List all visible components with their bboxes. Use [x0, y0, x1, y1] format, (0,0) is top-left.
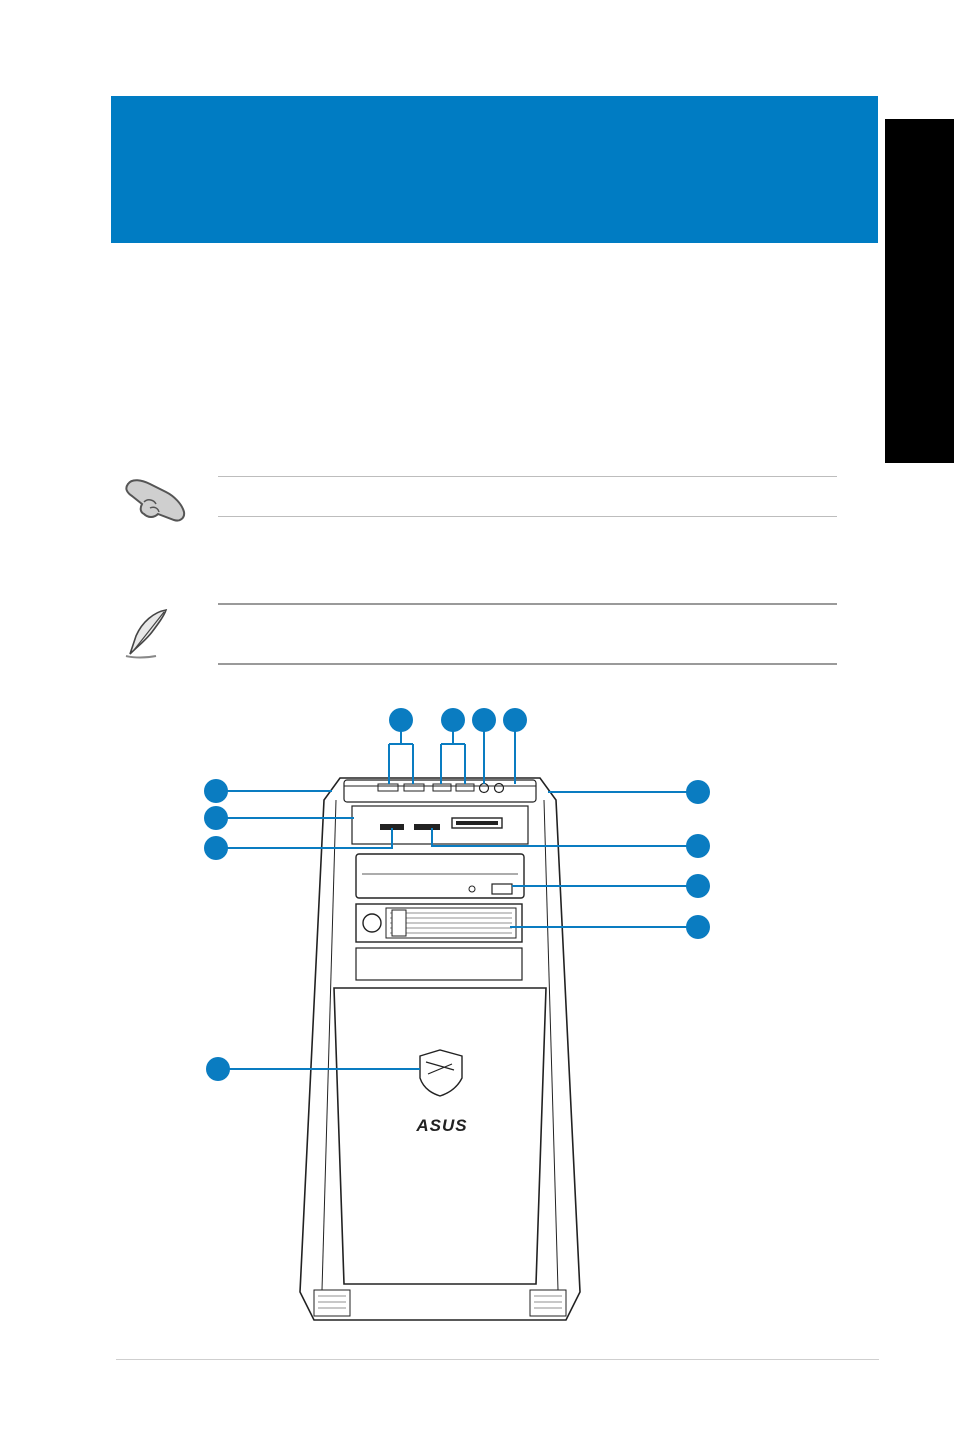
- note-bottom-rule: [218, 663, 837, 665]
- callout-circle: [441, 708, 465, 732]
- front-door: [334, 988, 546, 1284]
- power-button: [363, 914, 381, 932]
- callout-circle: [686, 780, 710, 804]
- optical-drive: [356, 854, 524, 898]
- usb2-port-1: [433, 784, 451, 791]
- footer-rule: [116, 1359, 879, 1360]
- usb3-port-2: [404, 784, 424, 791]
- callout-circle: [503, 708, 527, 732]
- rog-logo: [420, 1050, 462, 1096]
- front-panel-diagram: [0, 690, 954, 1330]
- right-foot-grille: [530, 1290, 566, 1316]
- callout-circle: [204, 806, 228, 830]
- mic-port: [480, 784, 489, 793]
- important-bottom-rule: [218, 516, 837, 517]
- callout-circle: [686, 834, 710, 858]
- quill-pen-icon: [120, 606, 172, 660]
- optical-eject-button: [492, 884, 512, 894]
- callout-circle: [206, 1057, 230, 1081]
- callout-circle: [204, 836, 228, 860]
- callout-circle: [686, 874, 710, 898]
- card-slot-2: [414, 824, 440, 830]
- asus-wordmark: ASUS: [416, 1116, 468, 1135]
- empty-bay: [356, 948, 522, 980]
- important-top-rule: [218, 476, 837, 477]
- usb3-port-1: [378, 784, 398, 791]
- callout-circle: [389, 708, 413, 732]
- left-foot-grille: [314, 1290, 350, 1316]
- callout-circle: [204, 779, 228, 803]
- chapter-header-band: [111, 96, 878, 243]
- usb2-port-2: [456, 784, 474, 791]
- callout-circle: [686, 915, 710, 939]
- note-top-rule: [218, 603, 837, 605]
- headphone-port: [495, 784, 504, 793]
- language-side-tab: [885, 119, 954, 463]
- hand-pointing-icon: [122, 474, 188, 524]
- callout-circle: [472, 708, 496, 732]
